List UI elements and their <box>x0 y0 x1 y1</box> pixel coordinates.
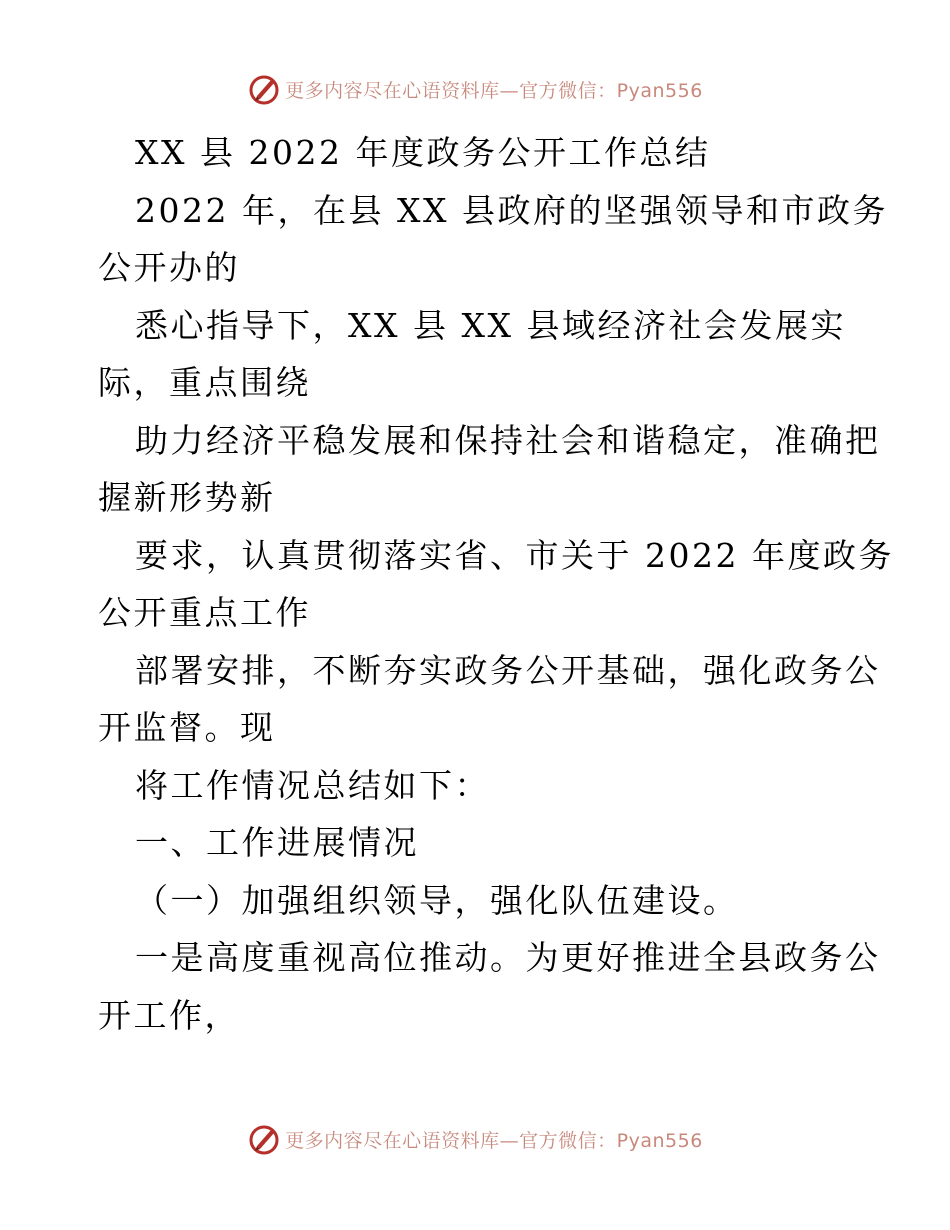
subsection-heading: （一）加强组织领导，强化队伍建设。 <box>135 880 739 920</box>
text-line: 公开办的 <box>98 248 240 287</box>
footer-banner <box>0 1122 950 1156</box>
text-line: 际，重点围绕 <box>98 363 311 402</box>
banner-separator: — <box>499 79 520 102</box>
banner-slogan: 更多内容尽在心语资料库 <box>285 79 500 102</box>
text-line: 部署安排，不断夯实政务公开基础，强化政务公 <box>135 650 881 690</box>
document-body <box>98 124 894 1044</box>
banner-contact: 官方微信：Pyan556 <box>519 1129 703 1152</box>
document-title: XX 县 2022 年度政务公开工作总结 <box>135 133 711 172</box>
banner-text <box>285 1126 703 1153</box>
text-line: 开工作， <box>98 995 240 1035</box>
section-heading: 一、工作进展情况 <box>135 823 419 862</box>
text-line: 要求，认真贯彻落实省、市关于 2022 年度政务 <box>135 535 894 575</box>
banner-contact: 官方微信：Pyan556 <box>519 79 703 102</box>
text-line: 开监督。现 <box>98 708 276 747</box>
text-line: 一是高度重视高位推动。为更好推进全县政务公 <box>135 938 881 977</box>
pen-circle-logo-icon <box>247 72 281 106</box>
header-banner <box>0 72 950 106</box>
banner-text <box>285 76 703 103</box>
text-line: 公开重点工作 <box>98 593 311 632</box>
banner-separator: — <box>499 1129 520 1152</box>
text-line: 将工作情况总结如下： <box>135 765 490 805</box>
banner-slogan: 更多内容尽在心语资料库 <box>285 1129 500 1152</box>
pen-circle-logo-icon <box>247 1122 281 1156</box>
text-line: 悉心指导下，XX 县 XX 县域经济社会发展实 <box>135 305 846 345</box>
text-line: 握新形势新 <box>98 478 276 517</box>
text-line: 助力经济平稳发展和保持社会和谐稳定，准确把 <box>135 420 881 460</box>
text-line: 2022 年，在县 XX 县政府的坚强领导和市政务 <box>135 190 888 230</box>
